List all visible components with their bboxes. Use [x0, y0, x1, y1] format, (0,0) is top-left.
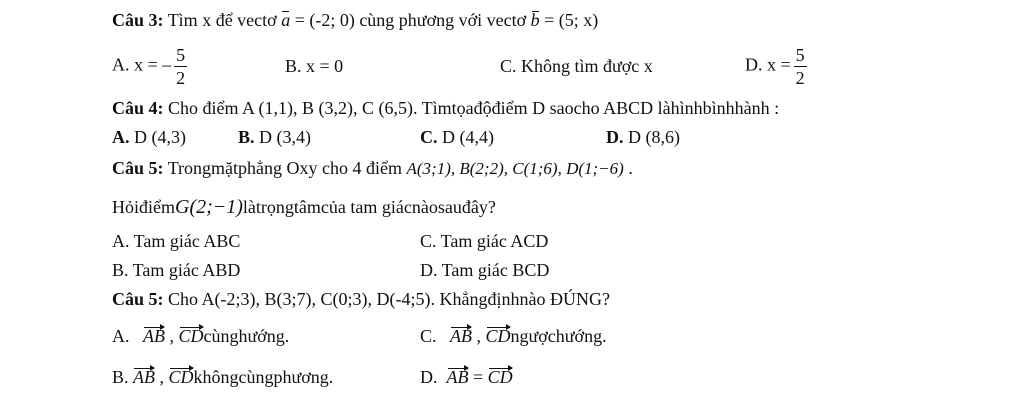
q4-option-a[interactable]	[112, 127, 186, 148]
point-g: G(2;−1)	[175, 196, 243, 218]
question-4-text: Cho điểm A (1,1), B (3,2), C (6,5). Tìmtọađộđiểm D saocho ABCD làhìnhbìnhhành :	[163, 98, 780, 118]
question-3-text-3: = (5; x)	[539, 10, 599, 30]
option-value: D (4,4)	[437, 127, 494, 147]
option-text: khôngcùngphương.	[193, 367, 334, 387]
option-value: D (8,6)	[623, 127, 680, 147]
fraction-numerator: 5	[795, 45, 805, 65]
question-5a-label: Câu 5:	[112, 158, 164, 178]
separator: ,	[165, 326, 179, 346]
question-5a-prefix: Hỏiđiểm	[112, 197, 175, 217]
equals: =	[468, 367, 488, 387]
vector-ab: AB	[446, 367, 469, 387]
question-5a-line-2	[112, 196, 496, 219]
question-5a-suffix: làtrọngtâmcủa tam giácnàosauđây?	[242, 197, 496, 217]
question-4	[112, 98, 779, 119]
option-label: B.	[112, 367, 129, 387]
vector-ab: AB	[450, 326, 473, 346]
question-5a-text: Trongmặtphẳng Oxy cho 4 điểm	[163, 158, 407, 178]
option-label: C.	[420, 127, 438, 147]
question-3-text-2: = (-2; 0) cùng phương với vectơ	[290, 10, 531, 30]
option-value: D (3,4)	[254, 127, 312, 147]
q3-option-d-label: D. x =	[745, 54, 791, 75]
q5a-option-a[interactable]: A. Tam giác ABC	[112, 231, 241, 251]
vector-cd: CD	[168, 367, 194, 387]
vector-cd: CD	[487, 367, 513, 387]
question-5b-label: Câu 5:	[112, 289, 164, 309]
q3-option-b[interactable]: B. x = 0	[285, 56, 344, 76]
option-label: B.	[238, 127, 255, 147]
option-label: A.	[112, 326, 130, 346]
option-label: A.	[112, 127, 130, 147]
q4-option-c[interactable]	[420, 127, 494, 148]
separator: ,	[155, 367, 169, 387]
option-text: ngượchướng.	[510, 326, 607, 346]
q5b-option-c[interactable]	[420, 326, 607, 347]
fraction	[794, 44, 807, 89]
q5a-option-d[interactable]: D. Tam giác BCD	[420, 260, 550, 280]
separator: ,	[472, 326, 486, 346]
fraction-denominator: 2	[176, 68, 186, 88]
vector-cd: CD	[485, 326, 511, 346]
q5a-option-b[interactable]: B. Tam giác ABD	[112, 260, 241, 280]
question-5b	[112, 289, 610, 310]
q3-option-a-label: A. x = –	[112, 54, 172, 75]
q5b-option-a[interactable]	[112, 326, 289, 347]
q4-option-d[interactable]	[606, 127, 680, 148]
vector-cd: CD	[178, 326, 204, 346]
vector-b: b	[530, 10, 540, 30]
q5b-option-d[interactable]	[420, 367, 513, 388]
q3-option-a[interactable]	[112, 44, 190, 89]
option-text: cùnghướng.	[203, 326, 290, 346]
q3-option-d[interactable]	[745, 44, 810, 89]
question-3	[112, 10, 598, 31]
fraction-denominator: 2	[795, 68, 805, 88]
question-3-text-1: Tìm x để vectơ	[163, 10, 282, 30]
points-list: A(3;1), B(2;2), C(1;6), D(1;−6)	[406, 159, 624, 178]
vector-ab: AB	[143, 326, 165, 346]
fraction	[174, 44, 187, 89]
option-value: D (4,3)	[129, 127, 186, 147]
question-4-label: Câu 4:	[112, 98, 164, 118]
question-5a	[112, 158, 633, 179]
q5a-option-c[interactable]: C. Tam giác ACD	[420, 231, 549, 251]
vector-a: a	[281, 10, 291, 30]
option-label: D.	[606, 127, 624, 147]
option-label: D.	[420, 367, 438, 387]
question-3-label: Câu 3:	[112, 10, 164, 30]
q5b-option-b[interactable]	[112, 367, 333, 388]
fraction-numerator: 5	[176, 45, 186, 65]
vector-ab: AB	[133, 367, 156, 387]
q3-option-c[interactable]: C. Không tìm được x	[500, 56, 653, 76]
option-label: C.	[420, 326, 437, 346]
question-5b-text: Cho A(-2;3), B(3;7), C(0;3), D(-4;5). Khẳngđịnhnào ĐÚNG?	[163, 289, 610, 309]
question-5a-end: .	[623, 158, 633, 178]
q4-option-b[interactable]	[238, 127, 311, 148]
